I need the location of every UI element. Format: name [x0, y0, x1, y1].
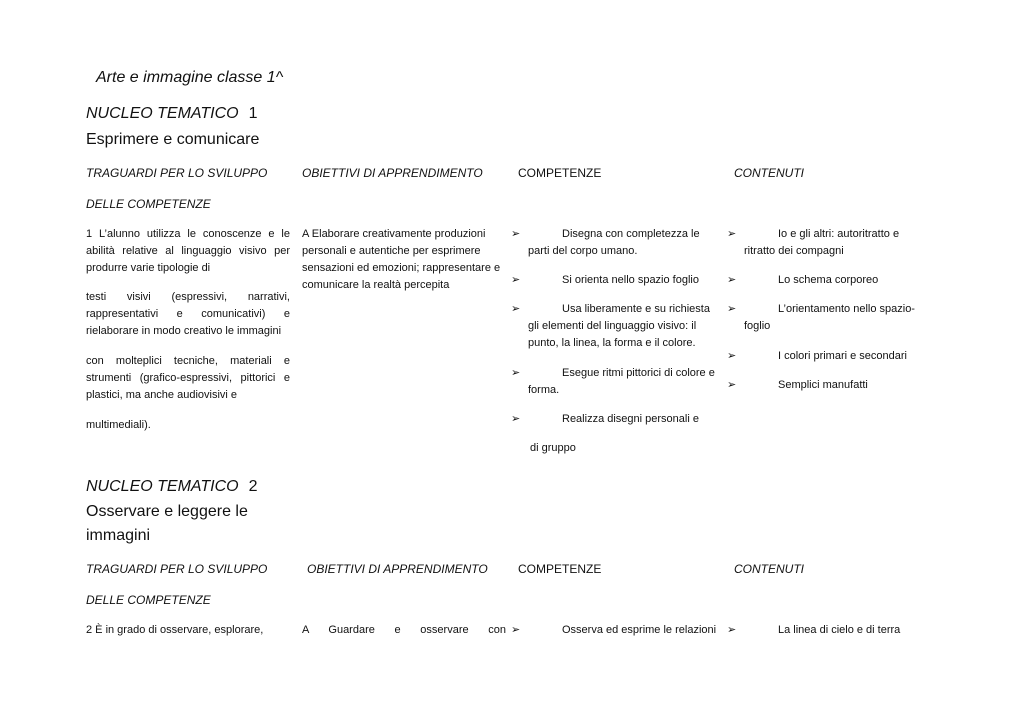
- contenuti-item: [727, 377, 927, 397]
- nucleo-subtitle-2: immagini: [86, 527, 151, 544]
- obiettivi-line: A Elaborare creativamente produzioni: [302, 228, 486, 240]
- contenuti-item-text: L’orientamento nello spazio-: [778, 303, 915, 315]
- traguardi-line: abilità relative al linguaggio visivo per: [86, 245, 290, 257]
- arrow-bullet-icon: ➢: [511, 303, 521, 315]
- arrow-bullet-icon: ➢: [727, 228, 737, 240]
- arrow-bullet-icon: ➢: [727, 350, 737, 362]
- competenze-item: [511, 301, 721, 357]
- arrow-bullet-icon: ➢: [511, 413, 521, 425]
- header-delle-competenze: DELLE COMPETENZE: [86, 593, 211, 607]
- traguardi-line: rielaborare in modo creativo le immagini: [86, 325, 282, 337]
- header-traguardi: TRAGUARDI PER LO SVILUPPO: [86, 166, 268, 180]
- contenuti-item-text: Io e gli altri: autoritratto e: [778, 228, 900, 240]
- header-competenze: COMPETENZE: [518, 562, 602, 576]
- arrow-bullet-icon: ➢: [727, 379, 737, 391]
- nucleo-heading-2: [86, 478, 258, 496]
- competenze-item: [511, 411, 721, 431]
- arrow-bullet-icon: ➢: [727, 624, 737, 636]
- contenuti-item: [727, 301, 927, 341]
- header-competenze: COMPETENZE: [518, 166, 602, 180]
- competenze-item-text: Esegue ritmi pittorici di colore e: [562, 367, 715, 379]
- competenze-tail-text: di gruppo: [530, 442, 576, 454]
- contenuti-item-text: La linea di cielo e di terra: [778, 624, 901, 636]
- competenze-item-text: punto, la linea, la forma e il colore.: [528, 337, 696, 349]
- obiettivi-line: comunicare la realtà percepita: [302, 279, 450, 291]
- arrow-bullet-icon: ➢: [511, 367, 521, 379]
- contenuti-item: [727, 226, 927, 266]
- contenuti-item-text: Semplici manufatti: [778, 379, 868, 391]
- nucleo-number: 1: [248, 105, 258, 122]
- arrow-bullet-icon: ➢: [511, 274, 521, 286]
- traguardi-line: 2 È in grado di osservare, esplorare,: [86, 624, 264, 636]
- nucleo-heading-1: [86, 105, 258, 123]
- competenze-item: [511, 272, 721, 292]
- contenuti-item: [727, 348, 927, 368]
- competenze-item: [511, 365, 721, 405]
- nucleo-subtitle-2: Osservare e leggere le: [86, 503, 248, 520]
- competenze-item-text: Usa liberamente e su richiesta: [562, 303, 710, 315]
- contenuti-item: [727, 272, 927, 292]
- obiettivi-line: personali e autentiche per esprimere: [302, 245, 481, 257]
- competenze-item-text: Osserva ed esprime le relazioni: [562, 624, 717, 636]
- arrow-bullet-icon: ➢: [727, 274, 737, 286]
- traguardi-line: produrre varie tipologie di: [86, 262, 211, 274]
- arrow-bullet-icon: ➢: [511, 228, 521, 240]
- traguardi-line: 1 L’alunno utilizza le conoscenze e le: [86, 228, 290, 240]
- contenuti-item-text: foglio: [744, 320, 771, 332]
- competenze-item: [511, 226, 721, 266]
- header-delle-competenze: DELLE COMPETENZE: [86, 197, 211, 211]
- nucleo-label: NUCLEO TEMATICO: [86, 478, 239, 495]
- contenuti-item-text: Lo schema corporeo: [778, 274, 879, 286]
- nucleo-label: NUCLEO TEMATICO: [86, 105, 239, 122]
- header-contenuti: CONTENUTI: [734, 562, 804, 576]
- contenuti-item-text: I colori primari e secondari: [778, 350, 907, 362]
- header-contenuti: CONTENUTI: [734, 166, 804, 180]
- traguardi-line: multimediali).: [86, 419, 151, 431]
- contenuti-item: [727, 622, 927, 642]
- traguardi-line: plastici, ma anche audiovisivi e: [86, 389, 238, 401]
- competenze-item-text: forma.: [528, 384, 560, 396]
- obiettivi-line: sensazioni ed emozioni; rappresentare e: [302, 262, 501, 274]
- competenze-item-text: Si orienta nello spazio foglio: [562, 274, 699, 286]
- traguardi-line: con molteplici tecniche, materiali e: [86, 355, 290, 367]
- competenze-item-text: gli elementi del linguaggio visivo: il: [528, 320, 697, 332]
- competenze-item: [511, 622, 721, 642]
- header-obiettivi: OBIETTIVI DI APPRENDIMENTO: [302, 166, 483, 180]
- traguardi-line: strumenti (grafico-espressivi, pittorici e: [86, 372, 290, 384]
- arrow-bullet-icon: ➢: [727, 303, 737, 315]
- header-traguardi: TRAGUARDI PER LO SVILUPPO: [86, 562, 268, 576]
- nucleo-number: 2: [248, 478, 258, 495]
- traguardi-line: rappresentativi e comunicativi) e: [86, 308, 290, 320]
- contenuti-item-text: ritratto dei compagni: [744, 245, 844, 257]
- traguardi-line: testi visivi (espressivi, narrativi,: [86, 291, 290, 303]
- nucleo-subtitle-1: Esprimere e comunicare: [86, 131, 260, 148]
- competenze-item-text: Realizza disegni personali e: [562, 413, 699, 425]
- page-title: Arte e immagine classe 1^: [96, 69, 284, 86]
- competenze-item-text: parti del corpo umano.: [528, 245, 638, 257]
- competenze-item-text: Disegna con completezza le: [562, 228, 700, 240]
- header-obiettivi: OBIETTIVI DI APPRENDIMENTO: [307, 562, 488, 576]
- arrow-bullet-icon: ➢: [511, 624, 521, 636]
- obiettivi-line: A Guardare e osservare con: [302, 624, 506, 636]
